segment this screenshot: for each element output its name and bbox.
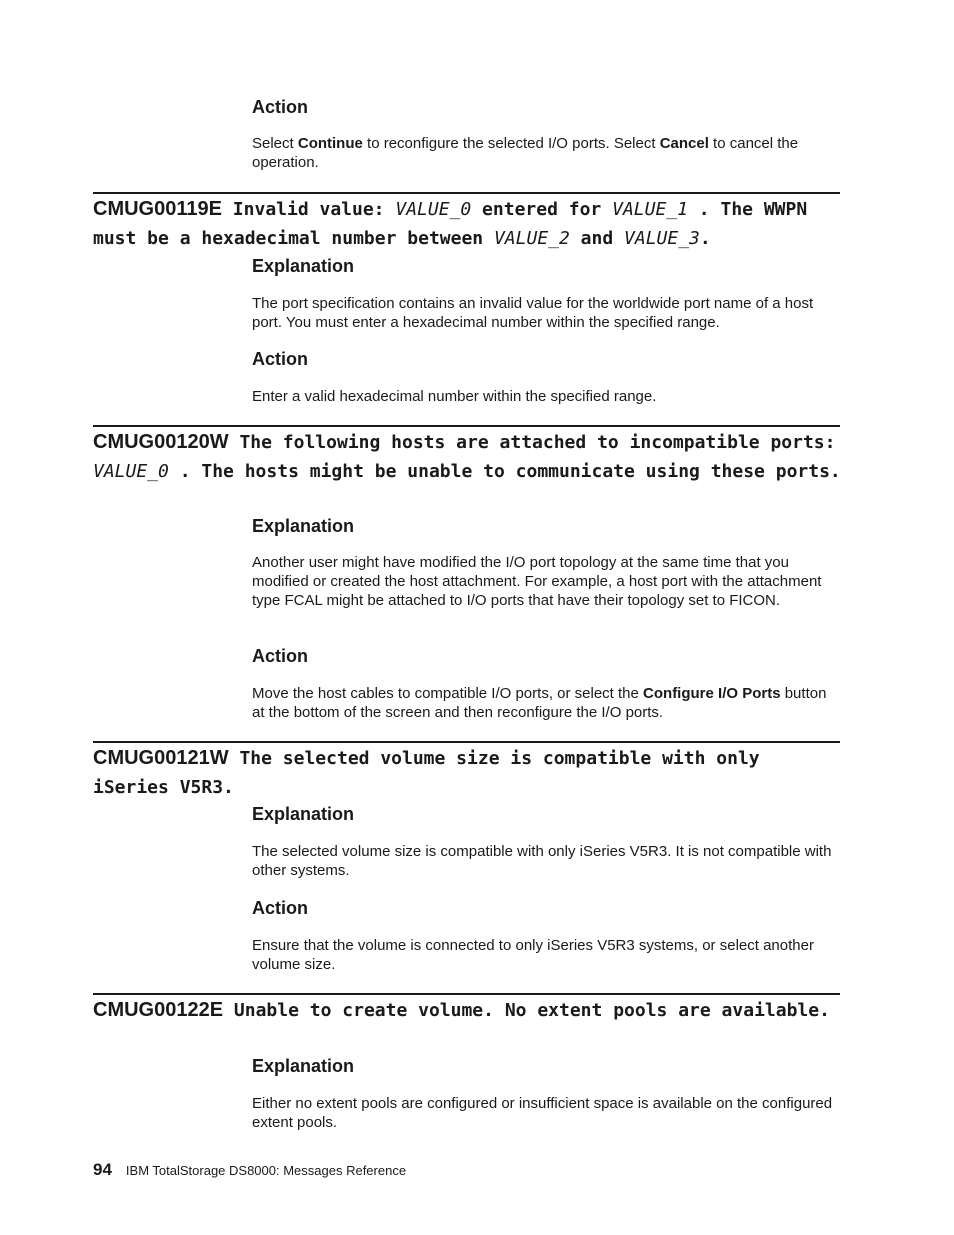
- message-id: CMUG00121W: [93, 747, 229, 769]
- action-section: [252, 348, 842, 406]
- page-number: 94: [93, 1160, 112, 1179]
- action-text: Move the host cables to compatible I/O ports, or select the Configure I/O Ports button at the bottom of the screen and then reconfigure the I/O ports.: [252, 685, 827, 721]
- message-text: Invalid value: VALUE_0 entered for VALUE_1 . The WWPN must be a hexadecimal number between VALUE_2 and VALUE_3.: [93, 199, 808, 249]
- message-heading-cmug00120w: [93, 428, 843, 485]
- message-divider: [93, 192, 840, 194]
- explanation-section: [252, 515, 842, 610]
- explanation-section: [252, 803, 842, 880]
- cancel-keyword: Cancel: [659, 135, 709, 152]
- action-text: Ensure that the volume is connected to only iSeries V5R3 systems, or select another volume size.: [252, 937, 814, 973]
- top-action-section: [252, 96, 842, 172]
- message-id: CMUG00119E: [93, 198, 222, 220]
- message-id: CMUG00120W: [93, 431, 229, 453]
- document-title: IBM TotalStorage DS8000: Messages Reference: [125, 1163, 407, 1178]
- explanation-heading: Explanation: [252, 516, 355, 536]
- message-divider: [93, 741, 840, 743]
- explanation-heading: Explanation: [252, 804, 355, 824]
- explanation-text: The port specification contains an invalid value for the worldwide port name of a host port. You must enter a hexadecimal number within the specified range.: [252, 295, 814, 331]
- explanation-section: [252, 255, 842, 332]
- explanation-section: [252, 1055, 842, 1132]
- configure-io-ports-keyword: Configure I/O Ports: [643, 685, 781, 702]
- action-text: Enter a valid hexadecimal number within the specified range.: [252, 388, 657, 405]
- explanation-heading: Explanation: [252, 1056, 355, 1076]
- action-heading: Action: [252, 97, 308, 117]
- message-heading-cmug00122e: [93, 996, 843, 1025]
- action-heading: Action: [252, 349, 308, 369]
- message-id: CMUG00122E: [93, 999, 224, 1021]
- explanation-text: Either no extent pools are configured or insufficient space is available on the configured extent pools.: [252, 1095, 833, 1131]
- page-footer: [93, 1160, 406, 1180]
- message-divider: [93, 425, 840, 427]
- explanation-text: Another user might have modified the I/O port topology at the same time that you modified or created the host attachment. For example, a host port with the attachment type FCAL might be attached to I/O ports that have their topology set to FICON.: [252, 554, 822, 609]
- message-heading-cmug00121w: [93, 744, 843, 801]
- action-section: [252, 897, 842, 974]
- message-heading-cmug00119e: [93, 195, 843, 252]
- message-text: Unable to create volume. No extent pools are available.: [223, 1000, 830, 1021]
- message-text: The selected volume size is compatible with only iSeries V5R3.: [93, 748, 760, 798]
- action-section: [252, 645, 842, 722]
- explanation-text: The selected volume size is compatible with only iSeries V5R3. It is not compatible with other systems.: [252, 843, 832, 879]
- action-heading: Action: [252, 646, 308, 666]
- message-divider: [93, 993, 840, 995]
- explanation-heading: Explanation: [252, 256, 355, 276]
- continue-keyword: Continue: [297, 135, 363, 152]
- action-text: Select Continue to reconfigure the selected I/O ports. Select Cancel to cancel the operation.: [252, 135, 799, 171]
- action-heading: Action: [252, 898, 308, 918]
- message-text: The following hosts are attached to incompatible ports: VALUE_0 . The hosts might be unable to communicate using these ports.: [93, 432, 841, 482]
